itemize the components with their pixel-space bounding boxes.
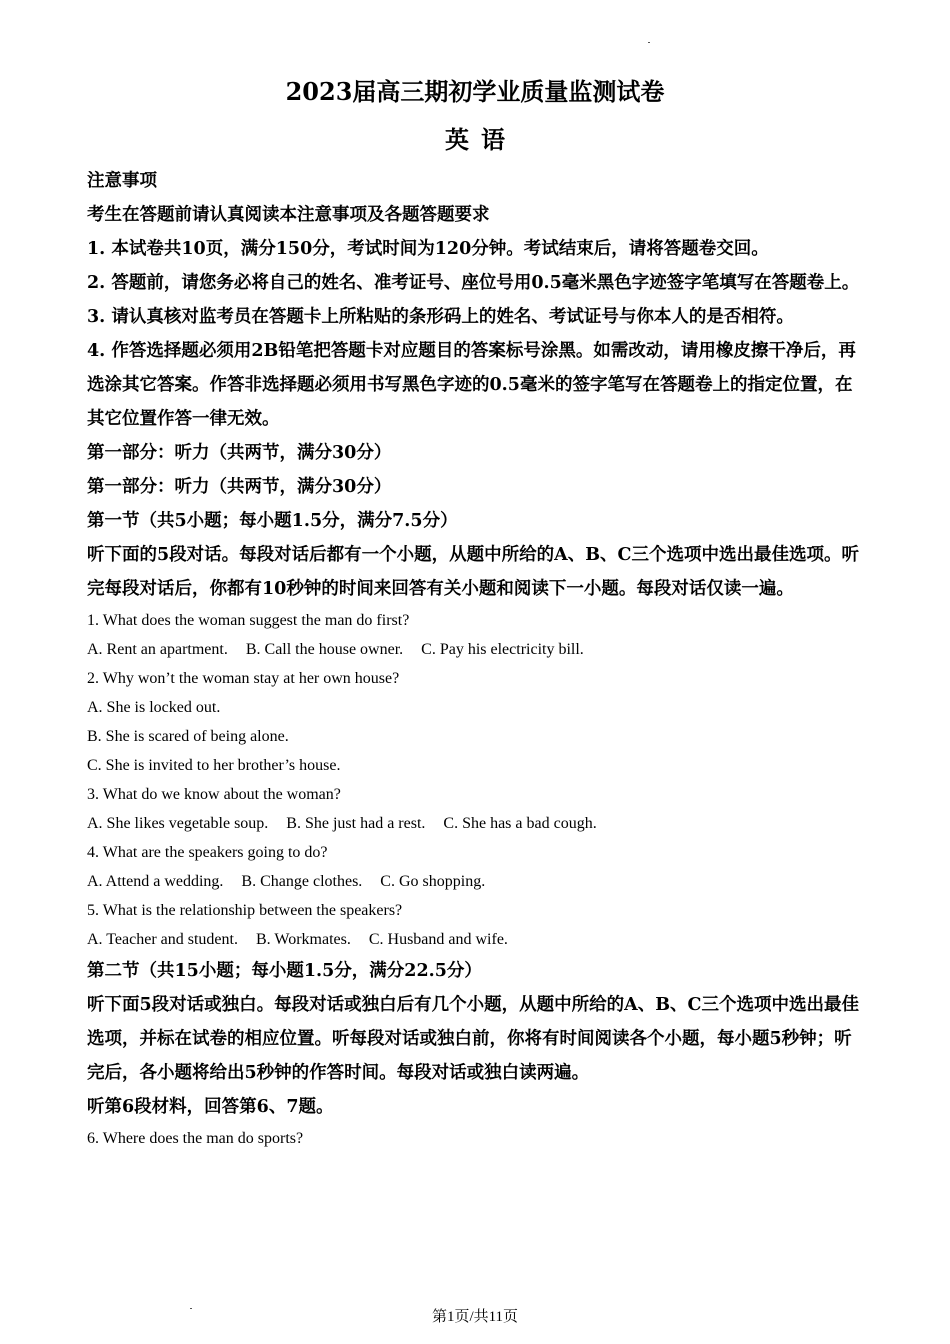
option-a: A. Rent an apartment.: [87, 641, 228, 658]
option-b: B. Workmates.: [255, 931, 351, 948]
scan-mark: [648, 42, 650, 43]
option-c: C. Pay his electricity bill.: [421, 641, 584, 658]
section2-heading: 第二节（共15小题；每小题1.5分，满分22.5分）: [87, 961, 482, 981]
page-footer: 第1页/共11页: [431, 1309, 519, 1325]
notes-item: 3. 请认真核对监考员在答题卡上所粘贴的条形码上的姓名、考试证号与你本人的是否相符。: [87, 307, 794, 327]
exam-body: [87, 164, 867, 1153]
option-b: B. She is scared of being alone.: [87, 728, 289, 745]
question-options: [87, 809, 867, 838]
option-c: C. Husband and wife.: [368, 931, 508, 948]
question-options: [87, 635, 867, 664]
notes-item: 1. 本试卷共10页，满分150分，考试时间为120分钟。考试结束后，请将答题卷交回。: [87, 239, 769, 259]
option-a: A. Teacher and student.: [87, 931, 238, 948]
option-c: C. She has a bad cough.: [443, 815, 597, 832]
exam-title: 2023届高三期初学业质量监测试卷: [285, 77, 665, 106]
question-stem: 1. What does the woman suggest the man do first?: [87, 612, 410, 629]
notes-heading: 注意事项: [87, 171, 157, 191]
option-b: B. Change clothes.: [241, 873, 363, 890]
section2-instructions: 听下面5段对话或独白。每段对话或独白后有几个小题，从题中所给的A、B、C三个选项中选出最佳选项，并标在试卷的相应位置。听每段对话或独白前，你将有时间阅读各个小题，每小题5秒钟；听完后，各小题将给出5秒钟的作答时间。每段对话或独白读两遍。: [87, 995, 859, 1083]
notes-item: 4. 作答选择题必须用2B铅笔把答题卡对应题目的答案标号涂黑。如需改动，请用橡皮擦干净后，再选涂其它答案。作答非选择题必须用书写黑色字迹的0.5毫米的签字笔写在答题卷上的指定位置，在其它位置作答一律无效。: [87, 341, 856, 429]
question-stem: 6. Where does the man do sports?: [87, 1130, 304, 1147]
question-options: [87, 867, 867, 896]
option-c: C. She is invited to her brother’s house.: [87, 757, 341, 774]
question-stem: 5. What is the relationship between the speakers?: [87, 902, 403, 919]
option-c: C. Go shopping.: [380, 873, 486, 890]
option-a: A. She is locked out.: [87, 699, 221, 716]
option-b: B. She just had a rest.: [286, 815, 426, 832]
question-stem: 3. What do we know about the woman?: [87, 786, 341, 803]
question-stem: 4. What are the speakers going to do?: [87, 844, 328, 861]
material-heading: 听第6段材料，回答第6、7题。: [87, 1097, 334, 1117]
part1-heading-repeat: 第一部分：听力（共两节，满分30分）: [87, 477, 392, 497]
option-b: B. Call the house owner.: [245, 641, 404, 658]
section1-instructions: 听下面的5段对话。每段对话后都有一个小题，从题中所给的A、B、C三个选项中选出最佳选项。听完每段对话后，你都有10秒钟的时间来回答有关小题和阅读下一小题。每段对话仅读一遍。: [87, 545, 859, 599]
notes-intro: 考生在答题前请认真阅读本注意事项及各题答题要求: [87, 205, 490, 225]
notes-item: 2. 答题前，请您务必将自己的姓名、准考证号、座位号用0.5毫米黑色字迹签字笔填写在答题卷上。: [87, 273, 860, 293]
subject-title: 英语: [445, 125, 517, 154]
part1-heading: 第一部分：听力（共两节，满分30分）: [87, 443, 392, 463]
option-a: A. She likes vegetable soup.: [87, 815, 269, 832]
question-options: [87, 925, 867, 954]
option-a: A. Attend a wedding.: [87, 873, 224, 890]
question-stem: 2. Why won’t the woman stay at her own house?: [87, 670, 400, 687]
section1-heading: 第一节（共5小题；每小题1.5分，满分7.5分）: [87, 511, 458, 531]
